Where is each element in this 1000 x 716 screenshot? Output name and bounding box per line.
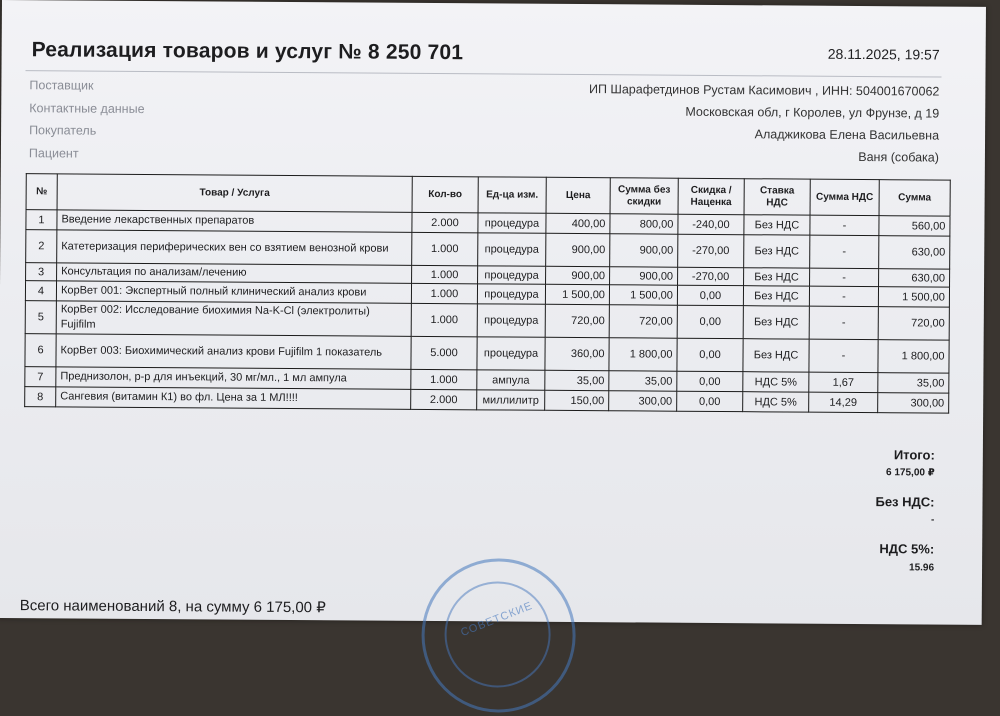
row-number: 4	[25, 281, 56, 301]
row-item-name: Катетеризация периферических вен со взятием венозной крови	[57, 230, 412, 265]
row-item-name: КорВет 003: Биохимический анализ крови Fujifilm 1 показатель	[56, 334, 411, 369]
total-value: 6 175,00 ₽	[886, 467, 935, 479]
row-sum-no-discount: 900,00	[610, 234, 678, 267]
row-price: 720,00	[545, 304, 609, 337]
no-vat-label: Без НДС:	[875, 494, 935, 510]
row-vat-sum: -	[810, 215, 879, 235]
row-unit: процедура	[477, 304, 545, 337]
row-discount: 0,00	[677, 338, 743, 371]
row-number: 7	[25, 367, 56, 387]
row-unit: процедура	[478, 213, 546, 233]
row-sum-no-discount: 1 500,00	[609, 285, 677, 305]
row-vat-rate: Без НДС	[743, 339, 809, 372]
row-quantity: 1.000	[411, 369, 477, 389]
header-number: №	[26, 174, 57, 210]
seal-stamp-text: СОВЕТСКИЕ	[459, 599, 535, 640]
row-vat-rate: Без НДС	[744, 215, 810, 235]
row-sum: 1 500,00	[878, 287, 949, 307]
row-vat-sum: -	[810, 235, 879, 268]
row-item-name: КорВет 002: Исследование биохимия Na-K-Cl (электролиты) Fujifilm	[56, 301, 411, 336]
row-item-name: Сангевия (витамин К1) во фл. Цена за 1 МЛ!!!!	[56, 387, 411, 409]
row-sum-no-discount: 35,00	[609, 371, 677, 391]
row-discount: 0,00	[677, 371, 743, 391]
row-sum: 630,00	[879, 269, 950, 287]
row-sum: 35,00	[878, 373, 949, 393]
row-discount: 0,00	[677, 305, 743, 338]
row-price: 35,00	[545, 370, 609, 390]
row-number: 1	[26, 210, 57, 230]
row-price: 900,00	[546, 233, 610, 266]
row-unit: миллилитр	[477, 390, 545, 410]
row-quantity: 1.000	[412, 265, 478, 283]
row-quantity: 5.000	[411, 336, 477, 369]
row-sum: 720,00	[878, 307, 949, 340]
header-item: Товар / Услуга	[57, 174, 412, 212]
header-quantity: Кол-во	[412, 176, 478, 212]
row-number: 6	[25, 334, 56, 367]
row-price: 400,00	[546, 213, 610, 233]
row-sum: 1 800,00	[878, 340, 949, 373]
row-number: 2	[26, 230, 57, 263]
row-vat-rate: Без НДС	[744, 235, 810, 268]
contacts-label: Контактные данные	[29, 101, 145, 116]
row-sum-no-discount: 300,00	[609, 391, 677, 411]
row-vat-sum: 1,67	[809, 372, 878, 392]
row-quantity: 2.000	[412, 212, 478, 232]
row-vat-rate: Без НДС	[743, 286, 809, 306]
vat-label: НДС 5%:	[879, 541, 935, 557]
row-vat-rate: Без НДС	[744, 268, 810, 286]
row-unit: процедура	[478, 266, 546, 284]
title-divider	[26, 70, 942, 77]
row-vat-sum: -	[809, 339, 878, 372]
supplier-value: ИП Шарафетдинов Рустам Касимович , ИНН: 504001670062	[588, 82, 940, 99]
row-discount: 0,00	[677, 391, 743, 411]
row-quantity: 2.000	[411, 389, 477, 409]
row-sum: 560,00	[879, 216, 950, 236]
header-sum-no-discount: Сумма без скидки	[610, 178, 678, 214]
row-price: 900,00	[546, 266, 610, 284]
row-discount: 0,00	[677, 285, 743, 305]
document-title: Реализация товаров и услуг № 8 250 701	[31, 38, 464, 65]
row-discount: -270,00	[678, 267, 744, 285]
row-vat-sum: -	[809, 286, 878, 306]
row-unit: процедура	[477, 337, 545, 370]
row-number: 3	[26, 263, 57, 281]
row-discount: -270,00	[678, 234, 744, 267]
total-label: Итого:	[893, 447, 935, 463]
contacts-value: Московская обл, г Королев, ул Фрунзе, д 19	[685, 104, 940, 121]
seal-stamp	[421, 558, 576, 713]
row-sum-no-discount: 720,00	[609, 305, 677, 338]
row-price: 360,00	[545, 337, 609, 370]
row-item-name: Преднизолон, р-р для инъекций, 30 мг/мл., 1 мл ампула	[56, 367, 411, 389]
no-vat-value: -	[931, 514, 935, 526]
document-datetime: 28.11.2025, 19:57	[827, 45, 940, 63]
seal-stamp-inner-ring	[444, 581, 551, 688]
patient-label: Пациент	[28, 146, 79, 161]
row-item-name: Введение лекарственных препаратов	[57, 210, 412, 232]
row-quantity: 1.000	[412, 232, 478, 265]
buyer-value: Аладжикова Елена Васильевна	[754, 127, 940, 143]
row-unit: процедура	[478, 233, 546, 266]
row-sum-no-discount: 1 800,00	[609, 338, 677, 371]
footer-summary: Всего наименований 8, на сумму 6 175,00 ₽	[19, 597, 326, 617]
vat-value: 15.96	[908, 562, 935, 574]
row-discount: -240,00	[678, 214, 744, 234]
row-vat-rate: НДС 5%	[743, 372, 809, 392]
supplier-label: Поставщик	[29, 78, 94, 93]
row-vat-rate: НДС 5%	[743, 392, 809, 412]
row-price: 1 500,00	[545, 284, 609, 304]
row-vat-sum: 14,29	[809, 392, 878, 412]
row-sum-no-discount: 800,00	[610, 214, 678, 234]
header-sum: Сумма	[879, 180, 950, 216]
patient-value: Ваня (собака)	[858, 149, 939, 165]
row-sum-no-discount: 900,00	[610, 267, 678, 285]
row-quantity: 1.000	[411, 303, 477, 336]
row-vat-rate: Без НДС	[743, 306, 809, 339]
goods-table	[24, 173, 951, 413]
header-vat-sum: Сумма НДС	[810, 179, 879, 215]
row-item-name: КорВет 001: Экспертный полный клинический анализ крови	[56, 281, 411, 303]
row-unit: ампула	[477, 370, 545, 390]
row-price: 150,00	[545, 390, 609, 410]
row-item-name: Консультация по анализам/лечению	[57, 263, 412, 283]
header-vat-rate: Ставка НДС	[744, 179, 810, 215]
row-sum: 300,00	[878, 393, 949, 413]
buyer-label: Покупатель	[29, 123, 97, 138]
header-unit: Ед-ца изм.	[478, 177, 546, 213]
header-discount: Скидка / Наценка	[678, 178, 744, 214]
row-unit: процедура	[477, 284, 545, 304]
row-quantity: 1.000	[411, 283, 477, 303]
row-vat-sum: -	[810, 268, 879, 286]
row-vat-sum: -	[809, 306, 878, 339]
header-price: Цена	[546, 177, 610, 213]
row-number: 5	[25, 301, 56, 334]
row-number: 8	[25, 387, 56, 407]
row-sum: 630,00	[879, 236, 950, 269]
